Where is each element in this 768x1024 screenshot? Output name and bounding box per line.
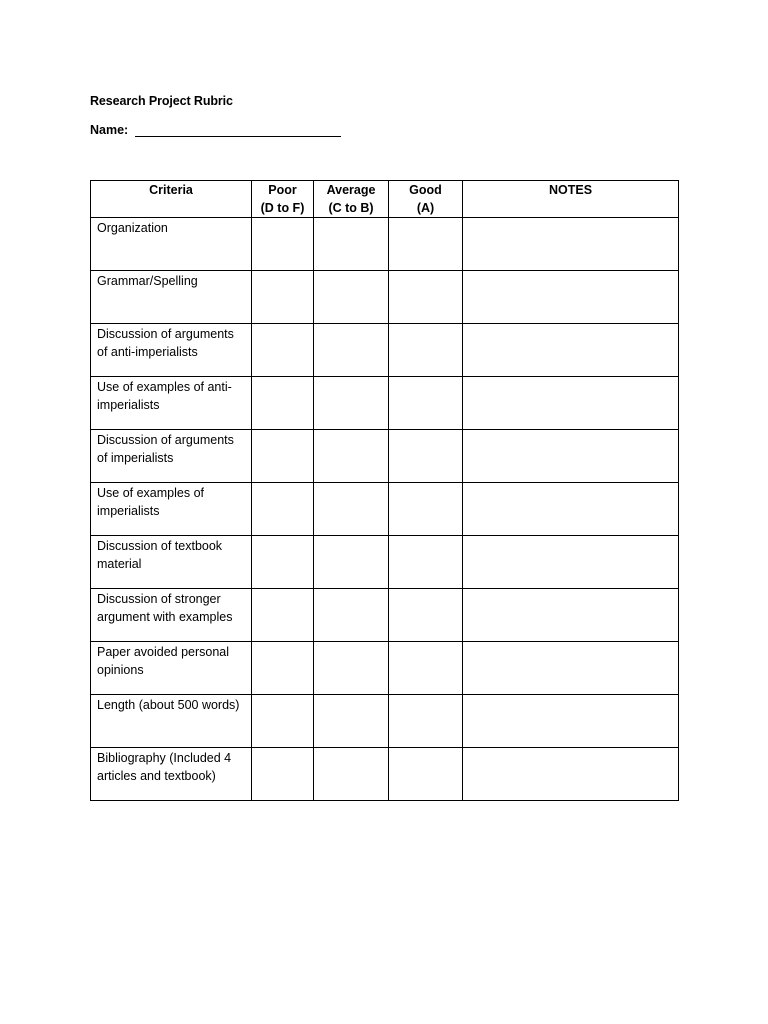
table-row [91, 324, 679, 377]
table-row [91, 589, 679, 642]
table-row [91, 536, 679, 589]
header-good: Good (A) [389, 181, 463, 218]
notes-cell[interactable] [463, 271, 679, 324]
notes-cell[interactable] [463, 483, 679, 536]
notes-cell[interactable] [463, 589, 679, 642]
average-cell[interactable] [314, 695, 389, 748]
average-cell[interactable] [314, 218, 389, 271]
criteria-cell: Grammar/Spelling [91, 271, 252, 324]
average-cell[interactable] [314, 748, 389, 801]
rubric-table [90, 180, 679, 801]
average-cell[interactable] [314, 589, 389, 642]
poor-cell[interactable] [252, 483, 314, 536]
table-row [91, 642, 679, 695]
average-cell[interactable] [314, 642, 389, 695]
good-cell[interactable] [389, 536, 463, 589]
poor-cell[interactable] [252, 218, 314, 271]
poor-cell[interactable] [252, 536, 314, 589]
poor-cell[interactable] [252, 695, 314, 748]
good-cell[interactable] [389, 324, 463, 377]
average-cell[interactable] [314, 271, 389, 324]
table-row [91, 430, 679, 483]
name-blank-line[interactable] [135, 123, 341, 137]
header-poor: Poor (D to F) [252, 181, 314, 218]
criteria-cell: Discussion of textbook material [91, 536, 252, 589]
good-cell[interactable] [389, 642, 463, 695]
average-cell[interactable] [314, 377, 389, 430]
table-row [91, 695, 679, 748]
document-title: Research Project Rubric [90, 94, 233, 108]
poor-cell[interactable] [252, 430, 314, 483]
notes-cell[interactable] [463, 430, 679, 483]
average-cell[interactable] [314, 536, 389, 589]
criteria-cell: Discussion of stronger argument with examples [91, 589, 252, 642]
name-label: Name: [90, 123, 129, 137]
criteria-cell: Use of examples of imperialists [91, 483, 252, 536]
notes-cell[interactable] [463, 748, 679, 801]
good-cell[interactable] [389, 695, 463, 748]
good-cell[interactable] [389, 218, 463, 271]
notes-cell[interactable] [463, 218, 679, 271]
poor-cell[interactable] [252, 589, 314, 642]
good-cell[interactable] [389, 271, 463, 324]
criteria-cell: Paper avoided personal opinions [91, 642, 252, 695]
criteria-cell: Use of examples of anti-imperialists [91, 377, 252, 430]
criteria-cell: Discussion of arguments of imperialists [91, 430, 252, 483]
criteria-cell: Length (about 500 words) [91, 695, 252, 748]
table-header-row [91, 181, 679, 218]
poor-cell[interactable] [252, 642, 314, 695]
criteria-cell: Organization [91, 218, 252, 271]
header-average: Average (C to B) [314, 181, 389, 218]
poor-cell[interactable] [252, 377, 314, 430]
table-row [91, 377, 679, 430]
good-cell[interactable] [389, 430, 463, 483]
criteria-cell: Bibliography (Included 4 articles and textbook) [91, 748, 252, 801]
rubric-body [91, 218, 679, 801]
average-cell[interactable] [314, 324, 389, 377]
poor-cell[interactable] [252, 748, 314, 801]
good-cell[interactable] [389, 589, 463, 642]
table-row [91, 748, 679, 801]
notes-cell[interactable] [463, 536, 679, 589]
header-criteria: Criteria [91, 181, 252, 218]
criteria-cell: Discussion of arguments of anti-imperialists [91, 324, 252, 377]
table-row [91, 218, 679, 271]
table-row [91, 483, 679, 536]
header-notes: NOTES [463, 181, 679, 218]
table-row [91, 271, 679, 324]
name-field [90, 123, 341, 137]
poor-cell[interactable] [252, 271, 314, 324]
notes-cell[interactable] [463, 324, 679, 377]
notes-cell[interactable] [463, 642, 679, 695]
average-cell[interactable] [314, 430, 389, 483]
good-cell[interactable] [389, 748, 463, 801]
poor-cell[interactable] [252, 324, 314, 377]
good-cell[interactable] [389, 483, 463, 536]
notes-cell[interactable] [463, 377, 679, 430]
good-cell[interactable] [389, 377, 463, 430]
average-cell[interactable] [314, 483, 389, 536]
notes-cell[interactable] [463, 695, 679, 748]
